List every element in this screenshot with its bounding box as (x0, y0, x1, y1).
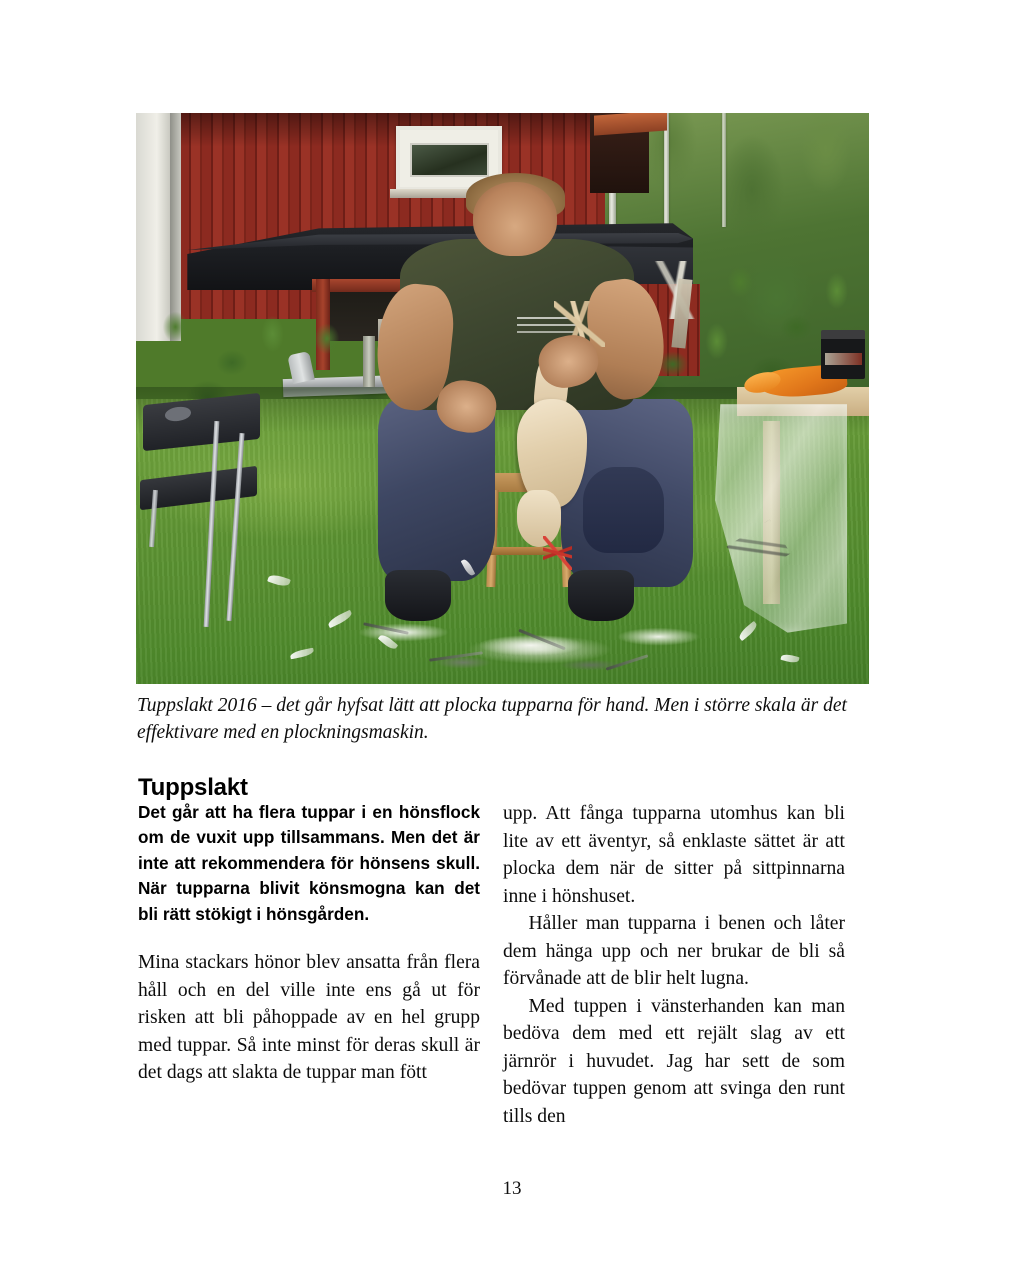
trouser-knee-patch (583, 467, 664, 553)
article-column-left (138, 800, 480, 1087)
stand-jack (363, 336, 375, 387)
article-lead-paragraph: Det går att ha flera tuppar i en hönsflock om de vuxit upp tillsammans. Men det är inte att rekommendera för hönsens skull. När tupparna blivit könsmogna kan det bli rätt stökigt i hönsgården. (138, 802, 480, 924)
article-column-right (503, 800, 845, 1130)
canister-label (825, 353, 862, 366)
article-paragraph: upp. Att fånga tupparna utomhus kan bli lite av ett äventyr, så enklaste sättet är att plocka dem när de sitter på sittpinnarna inne i hönshuset. (503, 803, 845, 907)
window-glass (410, 143, 489, 176)
article-title: Tuppslakt (138, 774, 248, 802)
face (473, 182, 557, 256)
article-paragraph: Håller man tupparna i benen och låter dem hänga upp och ner brukar de bli så förvånade att de blir helt lugna. (503, 913, 845, 989)
article-paragraph: Mina stackars hönor blev ansatta från flera håll och en del ville inte ens gå ut för risken att bli påhoppade av en hel grupp med tuppar. Så inte minst för deras skull är det dags att slakta de tuppar man fött (138, 952, 480, 1084)
page-number: 13 (502, 1178, 522, 1199)
article-photo (136, 113, 869, 684)
birch-tree-icon (722, 113, 726, 227)
barn-shadow (136, 113, 605, 147)
article-paragraph: Med tuppen i vänsterhanden kan man bedöva dem med ett rejält slag av ett järnrör i huvudet. Jag har sett de som bedövar tuppen genom att svinga den runt tills den (503, 995, 845, 1127)
rooster-comb (543, 536, 572, 570)
photo-caption: Tuppslakt 2016 – det går hyfsat lätt att plocka tupparna för hand. Men i större skala är det effektivare med en plockningsmaskin. (137, 695, 847, 743)
